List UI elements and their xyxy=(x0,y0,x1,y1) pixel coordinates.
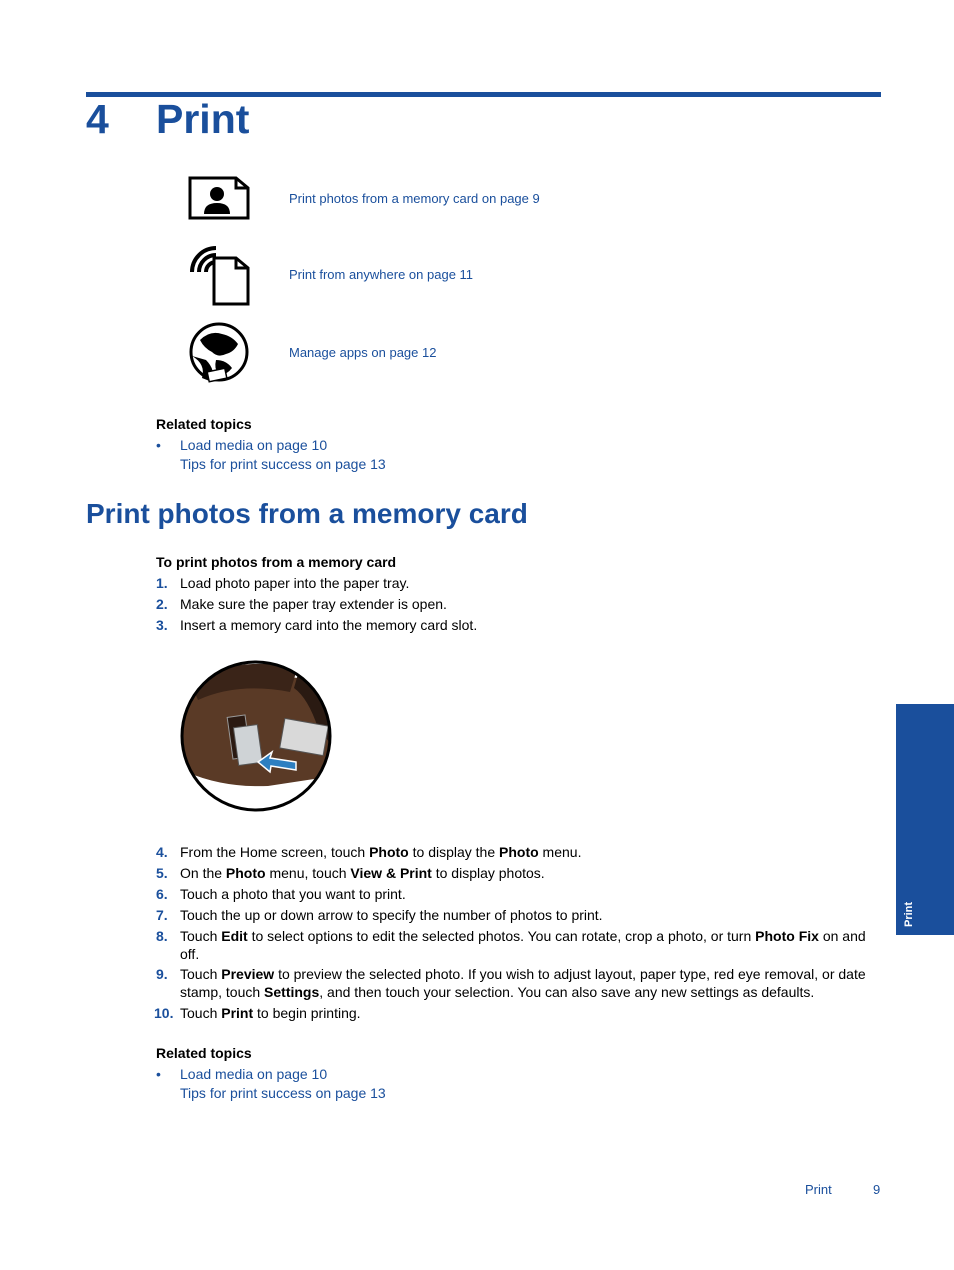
eprint-icon xyxy=(186,242,252,312)
step-text: From the Home screen, touch Photo to display the Photo menu. xyxy=(180,844,582,860)
step-text: Load photo paper into the paper tray. xyxy=(180,575,410,591)
step-text: Touch a photo that you want to print. xyxy=(180,886,406,902)
photo-print-icon xyxy=(186,172,252,242)
step-number: 1. xyxy=(156,575,168,591)
step-text: Touch Print to begin printing. xyxy=(180,1005,361,1021)
step-text: Touch Preview to preview the selected photo. If you wish to adjust layout, paper type, red eye removal, or date stamp, touch Settings, and then touch your selection. You can also save any new settings as defaults. xyxy=(180,966,866,1000)
link-print-anywhere[interactable]: Print from anywhere on page 11 xyxy=(289,267,474,282)
link-load-media[interactable]: Load media on page 10 xyxy=(180,437,328,453)
chapter-number: 4 xyxy=(86,96,109,142)
link-tips-print-success[interactable]: Tips for print success on page 13 xyxy=(180,456,386,472)
footer-page-number: 9 xyxy=(873,1182,881,1197)
related-topics-heading: Related topics xyxy=(156,416,252,432)
footer-section: Print xyxy=(805,1182,832,1197)
step-text: Touch the up or down arrow to specify the number of photos to print. xyxy=(180,907,603,923)
step-text: Make sure the paper tray extender is open. xyxy=(180,596,447,612)
chapter-side-tab xyxy=(896,704,954,935)
step-number: 6. xyxy=(156,886,168,902)
link-manage-apps[interactable]: Manage apps on page 12 xyxy=(289,345,437,360)
related-topics-heading: Related topics xyxy=(156,1045,252,1061)
step-number: 7. xyxy=(156,907,168,923)
step-text: On the Photo menu, touch View & Print to display photos. xyxy=(180,865,545,881)
link-tips-print-success[interactable]: Tips for print success on page 13 xyxy=(180,1085,386,1101)
step-text: Touch Edit to select options to edit the selected photos. You can rotate, crop a photo, or turn Photo Fix on and off. xyxy=(180,928,866,962)
step-number: 4. xyxy=(156,844,168,860)
step-number: 2. xyxy=(156,596,168,612)
chapter-title: Print xyxy=(156,96,250,142)
step-number: 3. xyxy=(156,617,168,633)
procedure-heading: To print photos from a memory card xyxy=(156,554,397,570)
memory-card-illustration xyxy=(178,658,334,814)
link-print-photos[interactable]: Print photos from a memory card on page 9 xyxy=(289,191,540,206)
step-number: 8. xyxy=(156,928,168,944)
side-tab-label: Print xyxy=(903,901,915,927)
step-number: 5. xyxy=(156,865,168,881)
apps-globe-icon xyxy=(186,318,252,388)
bullet: • xyxy=(156,437,161,453)
step-number: 9. xyxy=(156,966,168,982)
step-number: 10. xyxy=(154,1005,174,1021)
step-text: Insert a memory card into the memory card slot. xyxy=(180,617,478,633)
bullet: • xyxy=(156,1066,161,1082)
section-title: Print photos from a memory card xyxy=(86,498,528,529)
link-load-media[interactable]: Load media on page 10 xyxy=(180,1066,328,1082)
